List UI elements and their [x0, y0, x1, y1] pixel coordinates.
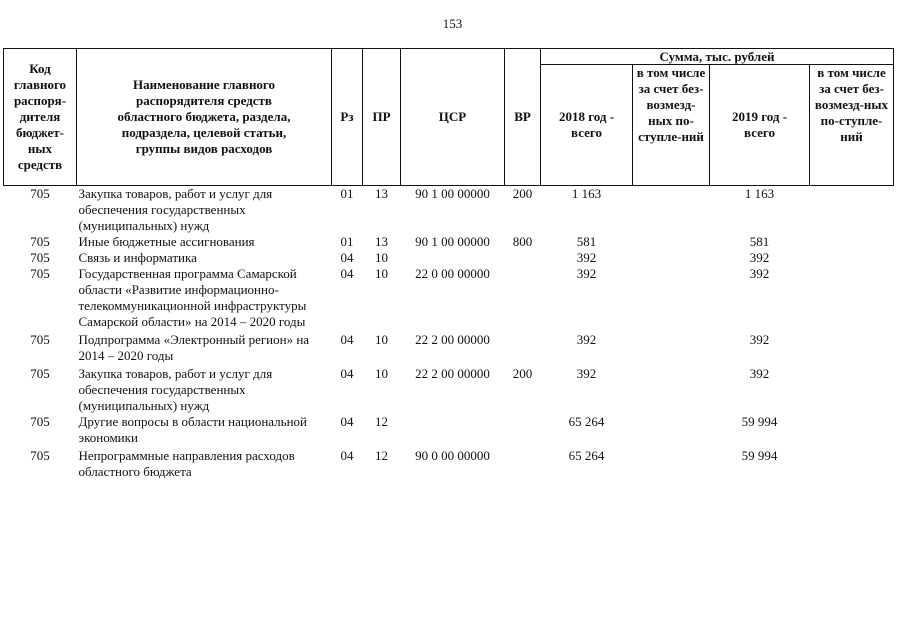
cell-code: 705: [30, 448, 50, 463]
header-2018-incl: в том числе за счет без-возмезд-ных по-ступле-ний: [633, 65, 710, 186]
table-header: [4, 49, 894, 186]
cell-rz: 01: [340, 234, 354, 249]
cell-rz: 04: [340, 366, 354, 381]
cell-2019-total: 392: [749, 366, 770, 381]
cell-pr: 13: [375, 186, 388, 201]
cell-vr: [505, 414, 541, 446]
cell-vr: 200: [512, 186, 533, 201]
cell-2018-incl: [633, 364, 710, 414]
cell-2018-incl: [633, 250, 710, 266]
header-2019-incl: в том числе за счет без-возмезд-ных по-ступле-ний: [810, 65, 894, 186]
page-number: 153: [442, 16, 463, 31]
cell-name: Закупка товаров, работ и услуг для обеспечения государственных (муниципальных) нужд: [78, 186, 273, 233]
cell-pr: 13: [375, 234, 388, 249]
cell-csr: 22 2 00 00000: [415, 366, 490, 381]
cell-vr: [505, 446, 541, 480]
cell-vr: 200: [512, 366, 533, 381]
cell-pr: 10: [375, 332, 388, 347]
cell-code: 705: [30, 186, 50, 201]
header-pr: ПР: [363, 49, 401, 186]
cell-pr: 12: [375, 414, 388, 429]
cell-2019-incl: [810, 446, 894, 480]
cell-2018-total: 1 163: [571, 186, 602, 201]
cell-2019-incl: [810, 234, 894, 250]
header-vr: ВР: [505, 49, 541, 186]
cell-name: Другие вопросы в области национальной экономики: [78, 414, 307, 445]
cell-rz: 04: [340, 414, 354, 429]
cell-pr: 10: [375, 366, 388, 381]
cell-2019-total: 392: [749, 250, 770, 265]
header-name: Наименование главного распорядителя средств областного бюджета, раздела, подраздела, целевой статьи, группы видов расходов: [77, 49, 332, 186]
cell-code: 705: [30, 250, 50, 265]
cell-2019-total: 581: [749, 234, 770, 249]
cell-name: Государственная программа Самарской области «Развитие информационно-телекоммуникационной инфраструктуры Самарской области» на 2014 – 2020 годы: [78, 266, 307, 329]
header-2018-total: 2018 год - всего: [541, 65, 633, 186]
cell-vr: 800: [512, 234, 533, 249]
cell-code: 705: [30, 366, 50, 381]
cell-csr: 22 0 00 00000: [415, 266, 490, 281]
cell-code: 705: [30, 414, 50, 429]
cell-code: 705: [30, 266, 50, 281]
table-row: [4, 266, 894, 330]
cell-2019-incl: [810, 330, 894, 364]
cell-pr: 12: [375, 448, 388, 463]
cell-csr: 22 2 00 00000: [415, 332, 490, 347]
cell-2018-incl: [633, 414, 710, 446]
header-sum: Сумма, тыс. рублей: [541, 49, 894, 65]
cell-2018-total: 581: [576, 234, 597, 249]
cell-name: Подпрограмма «Электронный регион» на 2014 – 2020 годы: [78, 332, 310, 363]
cell-rz: 04: [340, 250, 354, 265]
header-rz: Рз: [332, 49, 363, 186]
cell-2019-incl: [810, 250, 894, 266]
cell-pr: 10: [375, 250, 388, 265]
header-csr: ЦСР: [401, 49, 505, 186]
cell-rz: 04: [340, 448, 354, 463]
cell-2018-incl: [633, 330, 710, 364]
cell-2018-total: 65 264: [568, 414, 605, 429]
table-row: [4, 446, 894, 480]
table-row: [4, 234, 894, 250]
cell-name: Иные бюджетные ассигнования: [78, 234, 255, 249]
cell-rz: 04: [340, 266, 354, 281]
cell-csr: 90 0 00 00000: [415, 448, 490, 463]
cell-rz: 04: [340, 332, 354, 347]
cell-csr: [401, 414, 505, 446]
cell-2019-total: 392: [749, 332, 770, 347]
cell-name: Закупка товаров, работ и услуг для обеспечения государственных (муниципальных) нужд: [78, 366, 273, 413]
cell-name: Связь и информатика: [78, 250, 197, 265]
cell-2019-total: 59 994: [741, 414, 778, 429]
table-body: [4, 186, 894, 481]
cell-2018-incl: [633, 234, 710, 250]
cell-2018-total: 392: [576, 366, 597, 381]
cell-csr: 90 1 00 00000: [415, 234, 490, 249]
cell-2018-total: 392: [576, 332, 597, 347]
cell-2019-total: 392: [749, 266, 770, 281]
cell-vr: [505, 266, 541, 330]
cell-2018-total: 65 264: [568, 448, 605, 463]
cell-2018-total: 392: [576, 250, 597, 265]
cell-vr: [505, 250, 541, 266]
cell-2019-incl: [810, 414, 894, 446]
cell-code: 705: [30, 332, 50, 347]
table-row: [4, 330, 894, 364]
cell-2018-incl: [633, 446, 710, 480]
cell-2019-total: 1 163: [744, 186, 775, 201]
cell-2019-total: 59 994: [741, 448, 778, 463]
cell-2018-incl: [633, 266, 710, 330]
cell-pr: 10: [375, 266, 388, 281]
cell-2019-incl: [810, 186, 894, 235]
cell-code: 705: [30, 234, 50, 249]
cell-2018-total: 392: [576, 266, 597, 281]
cell-2019-incl: [810, 266, 894, 330]
header-code: Код главного распоря-дителя бюджет-ных средств: [4, 49, 77, 186]
table-row: [4, 364, 894, 414]
cell-csr: [401, 250, 505, 266]
cell-2018-incl: [633, 186, 710, 235]
cell-csr: 90 1 00 00000: [415, 186, 490, 201]
header-2019-total: 2019 год - всего: [710, 65, 810, 186]
cell-name: Непрограммные направления расходов областного бюджета: [78, 448, 295, 479]
cell-rz: 01: [340, 186, 354, 201]
table-row: [4, 186, 894, 235]
table-row: [4, 414, 894, 446]
table-row: [4, 250, 894, 266]
cell-vr: [505, 330, 541, 364]
budget-table: [3, 48, 894, 480]
cell-2019-incl: [810, 364, 894, 414]
